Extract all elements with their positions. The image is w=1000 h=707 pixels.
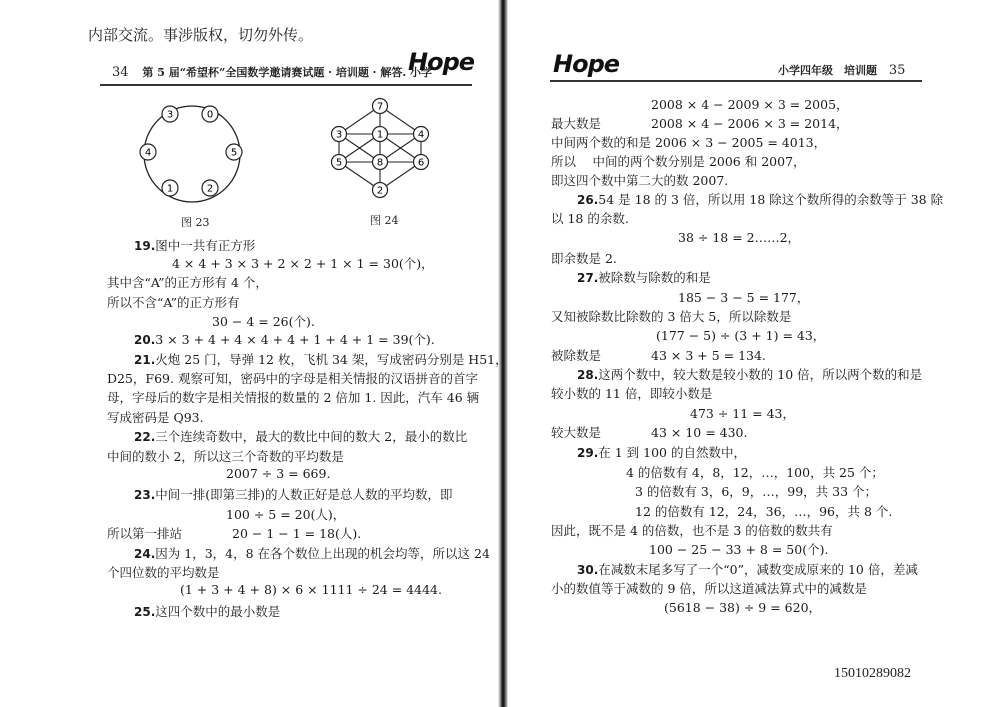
- line-text: 被除数是 43 × 3 + 5 = 134.: [551, 348, 766, 363]
- left-page-line: [107, 447, 344, 465]
- line-text: 中间一排(即第三排)的人数正好是总人数的平均数，即: [155, 487, 453, 502]
- left-page-line: [134, 350, 508, 368]
- line-text: 所以不含“A”的正方形有: [107, 295, 240, 310]
- hope-logo: Hope: [408, 48, 475, 76]
- line-text: 火炮 25 门，导弹 12 枚，飞机 34 架，写成密码分别是 H51，: [155, 352, 508, 367]
- line-text: 12 的倍数有 12，24，36，…，96，共 8 个.: [635, 504, 893, 519]
- right-page-line: [651, 95, 849, 113]
- line-text: 2008 × 4 − 2009 × 3 = 2005，: [651, 97, 849, 112]
- left-page-line: [107, 369, 478, 387]
- left-page-line: [134, 427, 467, 445]
- left-page-number: 34: [112, 65, 129, 80]
- figure-23-node-label: 3: [166, 109, 174, 121]
- line-text: 100 − 25 − 33 + 8 = 50(个).: [649, 542, 829, 557]
- line-text: 所以第一排站 20 − 1 − 1 = 18(人).: [107, 526, 362, 541]
- left-page-line: [134, 330, 435, 348]
- right-header-rule: [550, 80, 922, 82]
- right-page-line: [551, 209, 629, 227]
- phone-number: 15010289082: [834, 666, 911, 681]
- left-page-line: [107, 563, 220, 581]
- right-page-line: [690, 404, 795, 422]
- line-text: 图中一共有正方形: [155, 238, 256, 253]
- figure-23-hexagon: [130, 98, 260, 208]
- right-page-line: [649, 540, 828, 558]
- right-header-title: 小学四年级 培训题: [778, 64, 877, 77]
- left-page-line: [134, 236, 255, 254]
- figure-24-node-label: 1: [376, 129, 384, 141]
- line-text: (5618 − 38) ÷ 9 = 620，: [664, 600, 822, 615]
- line-text: 又知被除数比除数的 3 倍大 5，所以除数是: [551, 309, 792, 324]
- right-page-line: [551, 133, 826, 151]
- right-page-line: [626, 463, 884, 481]
- problem-number: 30.: [577, 563, 599, 577]
- right-page-header: [778, 62, 905, 78]
- line-text: 100 ÷ 5 = 20(人)，: [226, 507, 346, 522]
- right-page-line: [551, 171, 728, 189]
- line-text: 个四位数的平均数是: [107, 565, 220, 580]
- right-page-line: [551, 521, 833, 539]
- right-page-line: [656, 326, 825, 344]
- right-page-line: [664, 598, 821, 616]
- line-text: 所以 中间的两个数分别是 2006 和 2007，: [551, 154, 806, 169]
- line-text: 4 × 4 + 3 × 3 + 2 × 2 + 1 × 1 = 30(个)，: [172, 256, 434, 271]
- problem-number: 26.: [577, 193, 599, 207]
- line-text: 三个连续奇数中，最大的数比中间的数大 2，最小的数比: [155, 429, 468, 444]
- figure-24-node-label: 7: [376, 101, 384, 113]
- left-header-title: 第 5 届“希望杯”全国数学邀请赛试题 · 培训题 · 解答. 小学: [142, 66, 432, 79]
- problem-number: 25.: [134, 605, 156, 619]
- left-page-line: [107, 408, 204, 426]
- left-page-line: [226, 466, 330, 481]
- line-text: 3 × 3 + 4 + 4 × 4 + 4 + 1 + 4 + 1 = 39(个).: [155, 332, 435, 347]
- figure-23-node-label: 2: [206, 183, 214, 195]
- line-text: 因此，既不是 4 的倍数，也不是 3 的倍数的数共有: [551, 523, 833, 538]
- left-page-line: [107, 293, 239, 311]
- right-page-line: [551, 307, 791, 325]
- figure-23-node-label: 1: [166, 183, 174, 195]
- right-page-line: [551, 346, 766, 364]
- left-page-line: [107, 388, 479, 406]
- right-page-line: [551, 114, 849, 132]
- problem-number: 23.: [134, 488, 156, 502]
- left-page-header: [112, 64, 432, 80]
- line-text: 最大数是 2008 × 4 − 2006 × 3 = 2014，: [551, 116, 849, 131]
- line-text: 被除数与除数的和是: [598, 270, 711, 285]
- line-text: 以 18 的余数.: [551, 211, 629, 226]
- line-text: 中间的数小 2，所以这三个奇数的平均数是: [107, 449, 344, 464]
- left-header-rule: [100, 84, 472, 86]
- line-text: 在减数末尾多写了一个“0”，减数变成原来的 10 倍，差减: [598, 562, 918, 577]
- figure-24-graph: [325, 96, 435, 204]
- line-text: 2007 ÷ 3 = 669.: [226, 466, 331, 481]
- problem-number: 20.: [134, 333, 156, 347]
- figure-24-node-label: 2: [376, 185, 384, 197]
- left-page-line: [212, 312, 315, 330]
- right-page-line: [551, 579, 867, 597]
- right-page-line: [577, 190, 943, 208]
- left-page-line: [134, 602, 280, 620]
- line-text: 185 − 3 − 5 = 177，: [678, 290, 810, 305]
- right-page-line: [678, 288, 809, 306]
- copyright-watermark: 内部交流。事涉版权，切勿外传。: [88, 26, 314, 44]
- figure-23-caption: 图 23: [181, 216, 210, 229]
- line-text: 38 ÷ 18 = 2……2，: [678, 230, 801, 245]
- line-text: (177 − 5) ÷ (3 + 1) = 43，: [656, 328, 826, 343]
- right-page-line: [635, 502, 892, 520]
- problem-number: 22.: [134, 430, 156, 444]
- problem-number: 28.: [577, 368, 599, 382]
- left-page-line: [107, 524, 361, 542]
- figure-23-node-label: 4: [144, 147, 152, 159]
- left-page-line: [107, 273, 268, 291]
- right-page-line: [577, 443, 746, 461]
- line-text: 中间两个数的和是 2006 × 3 − 2005 = 4013，: [551, 135, 827, 150]
- line-text: 这两个数中，较大数是较小数的 10 倍，所以两个数的和是: [598, 367, 923, 382]
- left-page-line: [226, 505, 345, 523]
- figure-23-node-label: 5: [230, 147, 238, 159]
- problem-number: 21.: [134, 353, 156, 367]
- problem-number: 19.: [134, 239, 156, 253]
- line-text: 小的数值等于减数的 9 倍，所以这道减法算式中的减数是: [551, 581, 867, 596]
- right-page-line: [577, 268, 711, 286]
- line-text: 其中含“A”的正方形有 4 个，: [107, 275, 268, 290]
- left-page-line: [172, 254, 434, 272]
- problem-number: 27.: [577, 271, 599, 285]
- line-text: 写成密码是 Q93.: [107, 410, 204, 425]
- hope-logo-right: Hope: [553, 50, 620, 78]
- left-page-line: [134, 485, 453, 503]
- line-text: (1 + 3 + 4 + 8) × 6 × 1111 ÷ 24 = 4444.: [180, 582, 442, 597]
- problem-number: 29.: [577, 446, 599, 460]
- line-text: 较大数是 43 × 10 = 430.: [551, 425, 748, 440]
- line-text: 473 ÷ 11 = 43，: [690, 406, 796, 421]
- figure-24-node-label: 8: [376, 157, 384, 169]
- line-text: 4 的倍数有 4，8，12，…，100，共 25 个；: [626, 465, 884, 480]
- right-page-line: [635, 482, 877, 500]
- right-page-line: [551, 249, 617, 267]
- right-page-line: [551, 152, 806, 170]
- problem-number: 24.: [134, 547, 156, 561]
- line-text: D25，F69. 观察可知，密码中的字母是相关情报的汉语拼音的首字: [107, 371, 478, 386]
- figure-24-node-label: 3: [335, 129, 343, 141]
- right-page-line: [678, 228, 800, 246]
- line-text: 这四个数中的最小数是: [155, 604, 281, 619]
- line-text: 即余数是 2.: [551, 251, 617, 266]
- figure-24-node-label: 5: [335, 157, 343, 169]
- line-text: 母，字母后的数字是相关情报的数量的 2 倍加 1. 因此，汽车 46 辆: [107, 390, 480, 405]
- figure-24-node-label: 4: [417, 129, 425, 141]
- line-text: 在 1 到 100 的自然数中，: [598, 445, 746, 460]
- left-page-line: [180, 582, 442, 597]
- left-page-line: [134, 544, 490, 562]
- line-text: 54 是 18 的 3 倍，所以用 18 除这个数所得的余数等于 38 除: [598, 192, 944, 207]
- figure-24-caption: 图 24: [370, 214, 399, 227]
- line-text: 30 − 4 = 26(个).: [212, 314, 315, 329]
- right-page-number: 35: [888, 63, 906, 78]
- figure-24-node-label: 6: [417, 157, 425, 169]
- right-page-line: [577, 560, 918, 578]
- line-text: 较小数的 11 倍，即较小数是: [551, 386, 713, 401]
- line-text: 即这四个数中第二大的数 2007.: [551, 173, 729, 188]
- right-page-line: [551, 384, 712, 402]
- right-page-line: [577, 365, 922, 383]
- line-text: 3 的倍数有 3，6，9，…，99，共 33 个；: [635, 484, 878, 499]
- right-page-line: [551, 423, 748, 441]
- figure-23-node-label: 0: [206, 109, 214, 121]
- line-text: 因为 1，3，4，8 在各个数位上出现的机会均等，所以这 24: [155, 546, 490, 561]
